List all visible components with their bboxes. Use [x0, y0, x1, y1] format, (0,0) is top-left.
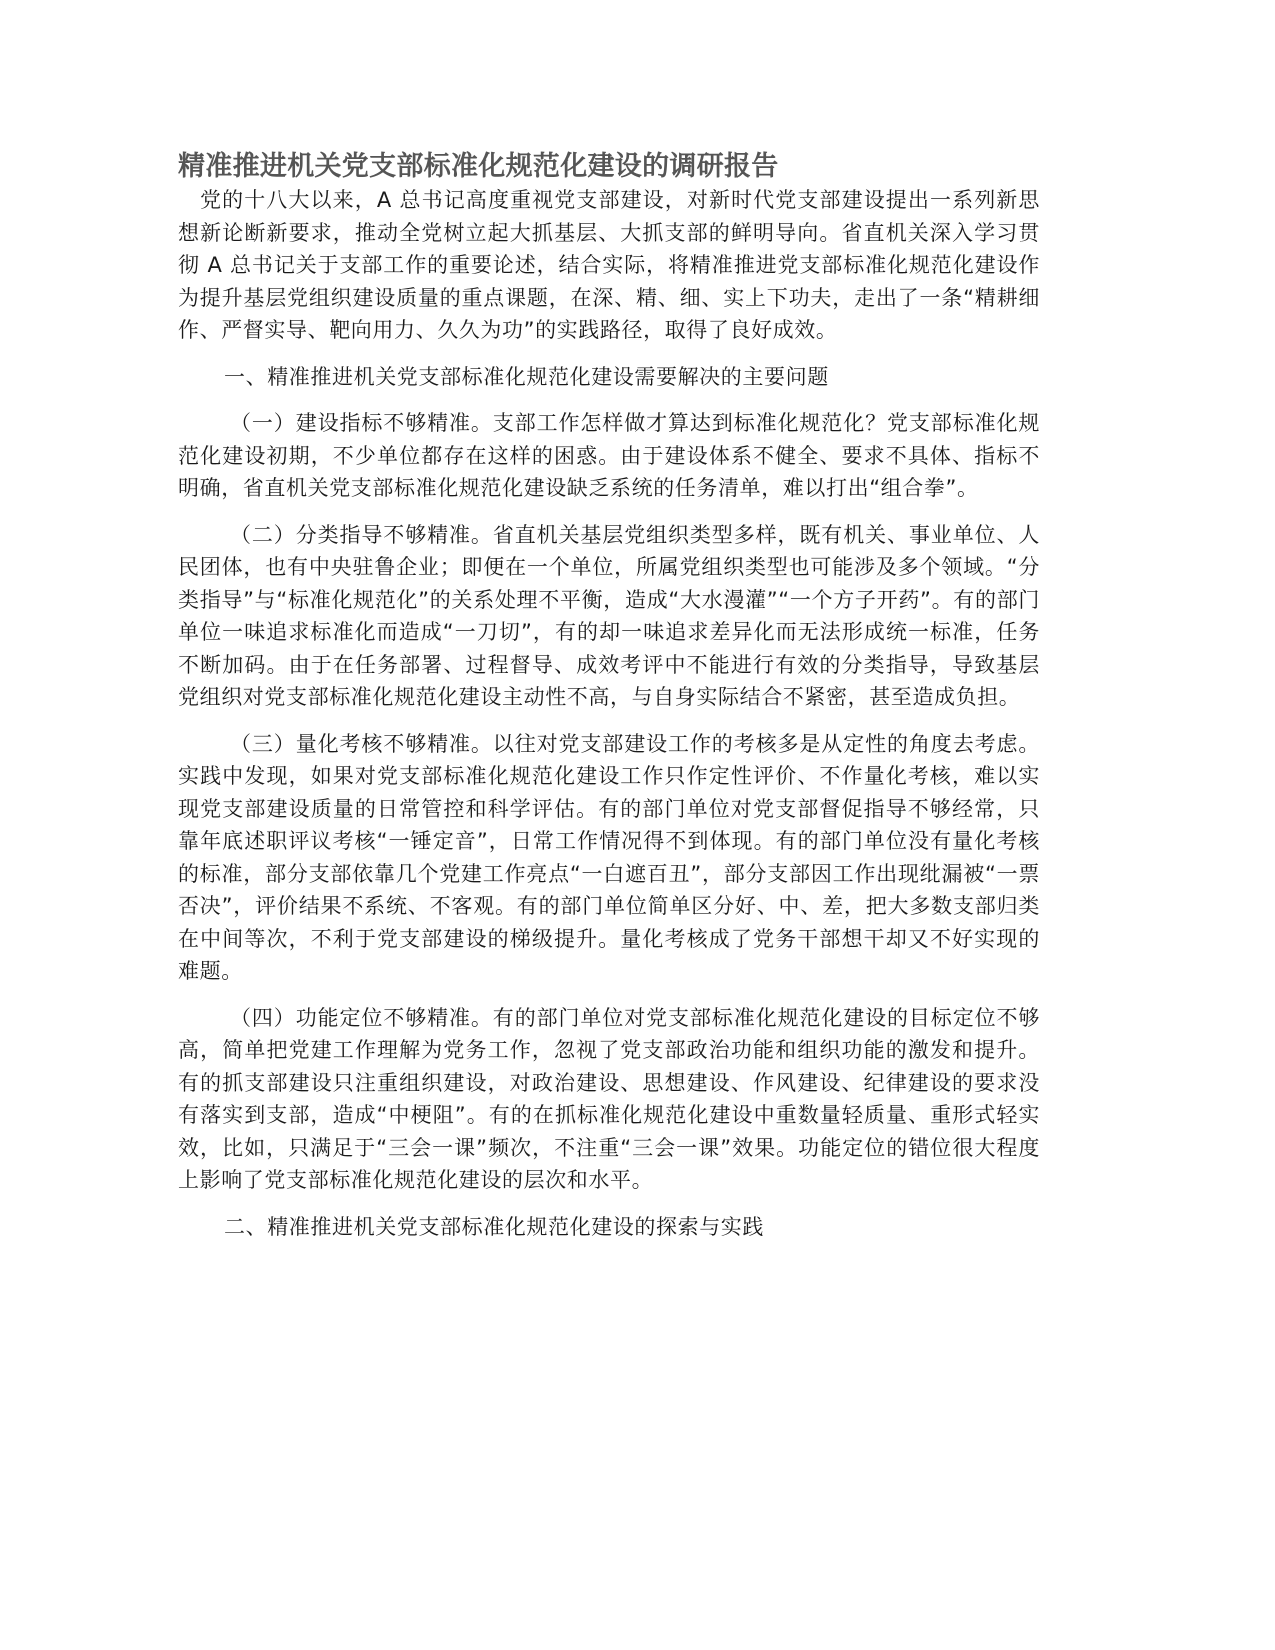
section-1-heading: 一、精准推进机关党支部标准化规范化建设需要解决的主要问题 [224, 364, 829, 389]
paragraph-function-positioning: （四）功能定位不够精准。有的部门单位对党支部标准化规范化建设的目标定位不够高，简单把党建工作理解为党务工作，忽视了党支部政治功能和组织功能的激发和提升。有的抓支部建设只注重组织建设，对政治建设、思想建设、作风建设、纪律建设的要求没有落实到支部，造成“中梗阻”。有的在抓标准化规范化建设中重数量轻质量、重形式轻实效，比如，只满足于“三会一课”频次，不注重“三会一课”效果。功能定位的错位很大程度上影响了党支部标准化规范化建设的层次和水平。 [178, 1005, 1040, 1192]
section-2-heading: 二、精准推进机关党支部标准化规范化建设的探索与实践 [224, 1214, 764, 1239]
document-page [178, 150, 1040, 1243]
document-title: 精准推进机关党支部标准化规范化建设的调研报告 [178, 151, 779, 182]
paragraph-classified-guidance: （二）分类指导不够精准。省直机关基层党组织类型多样，既有机关、事业单位、人民团体，也有中央驻鲁企业；即便在一个单位，所属党组织类型也可能涉及多个领域。“分类指导”与“标准化规范化”的关系处理不平衡，造成“大水漫灌”“一个方子开药”。有的部门单位一味追求标准化而造成“一刀切”，有的却一味追求差异化而无法形成统一标准，任务不断加码。由于在任务部署、过程督导、成效考评中不能进行有效的分类指导，导致基层党组织对党支部标准化规范化建设主动性不高，与自身实际结合不紧密，甚至造成负担。 [178, 522, 1040, 709]
paragraph-quantitative-assessment: （三）量化考核不够精准。以往对党支部建设工作的考核多是从定性的角度去考虑。实践中发现，如果对党支部标准化规范化建设工作只作定性评价、不作量化考核，难以实现党支部建设质量的日常管控和科学评估。有的部门单位对党支部督促指导不够经常，只靠年底述职评议考核“一锤定音”，日常工作情况得不到体现。有的部门单位没有量化考核的标准，部分支部依靠几个党建工作亮点“一白遮百丑”，部分支部因工作出现纰漏被“一票否决”，评价结果不系统、不客观。有的部门单位简单区分好、中、差，把大多数支部归类在中间等次，不利于党支部建设的梯级提升。量化考核成了党务干部想干却又不好实现的难题。 [178, 731, 1040, 983]
intro-paragraph: 党的十八大以来，A 总书记高度重视党支部建设，对新时代党支部建设提出一系列新思想新论断新要求，推动全党树立起大抓基层、大抓支部的鲜明导向。省直机关深入学习贯彻 A 总书记关于支部工作的重要论述，结合实际，将精准推进党支部标准化规范化建设作为提升基层党组织建设质量的重点课题，在深、精、细、实上下功夫，走出了一条“精耕细作、严督实导、靶向用力、久久为功”的实践路径，取得了良好成效。 [178, 188, 1040, 342]
paragraph-construction-indicators: （一）建设指标不够精准。支部工作怎样做才算达到标准化规范化？党支部标准化规范化建设初期，不少单位都存在这样的困惑。由于建设体系不健全、要求不具体、指标不明确，省直机关党支部标准化规范化建设缺乏系统的任务清单，难以打出“组合拳”。 [178, 411, 1040, 500]
